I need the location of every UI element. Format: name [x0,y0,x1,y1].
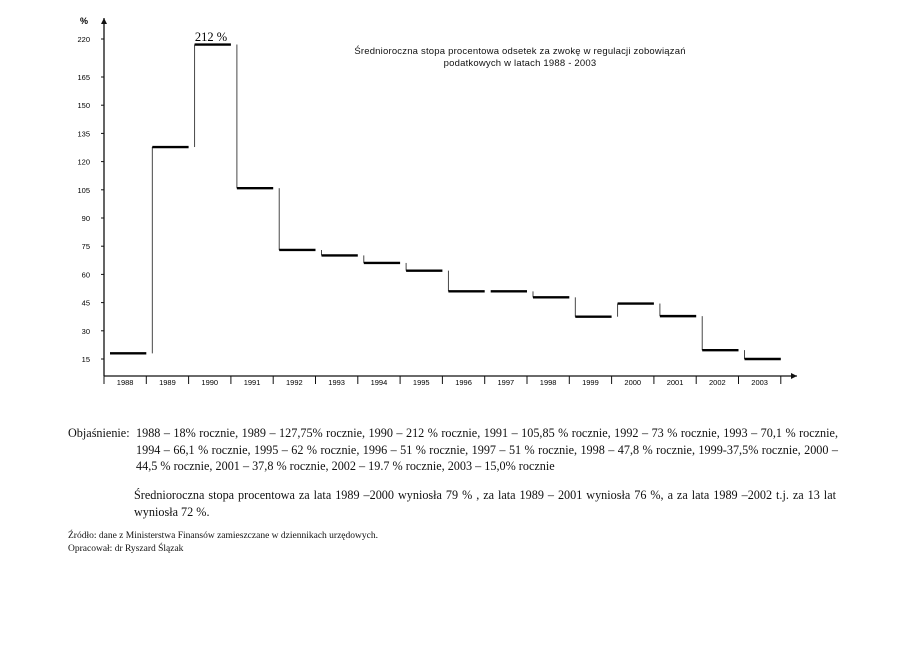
y-tick-label: 120 [77,157,90,167]
explanation [68,425,838,475]
explanation-text: 1988 – 18% rocznie, 1989 – 127,75% rocznie, 1990 – 212 % rocznie, 1991 – 105,85 % rocznie, 1992 – 73 % rocznie, 1993 – 70,1 % rocznie, 1994 – 66,1 % rocznie, 1995 – 62 % rocznie, 1996 – 51 % rocznie, 1997 – 51 % rocznie, 1998 – 47,8 % rocznie, 1999-37,5% rocznie, 2000 – 44,5 % rocznie, 2001 – 37,8 % rocznie, 2002 – 19.7 % rocznie, 2003 – 15,0% rocznie [136,426,838,473]
y-tick-label: 90 [81,214,90,223]
author-text: Opracował: dr Ryszard Ślązak [68,544,184,554]
peak-annotation: 212 % [194,30,228,44]
x-tick-label: 2003 [751,378,768,387]
y-tick-label: 30 [81,326,90,336]
y-tick-label: 105 [77,185,90,195]
x-tick-label: 1995 [412,378,430,387]
y-tick-label: 60 [81,270,90,280]
x-tick-label: 1991 [243,378,261,387]
chart-title-line-2: podatkowych w latach 1988 - 2003 [443,58,597,69]
y-tick-label: 220 [77,35,90,44]
x-tick-label: 1988 [116,378,134,387]
chart-title-line-1: Średnioroczna stopa procentowa odsetek za zwokę w regulacji zobowiązań [354,46,686,57]
y-axis-ticks [77,35,104,364]
y-tick-label: 165 [77,73,90,82]
x-axis-ticks [104,376,781,387]
x-tick-label: 1989 [159,378,176,387]
y-tick-label: 135 [77,129,90,139]
y-tick-label: 150 [77,101,90,111]
x-tick-label: 1997 [497,378,515,387]
x-tick-label: 2000 [624,378,642,387]
x-tick-label: 2001 [666,378,684,387]
summary-text: Średnioroczna stopa procentowa za lata 1989 –2000 wyniosła 79 % , za lata 1989 – 2001 wyniosła 76 %, a za lata 1989 –2002 t.j. za 13 lat wyniosła 72 %. [134,488,836,519]
x-tick-label: 1994 [370,378,388,387]
x-tick-label: 1999 [582,378,599,387]
x-tick-label: 1990 [201,378,219,387]
chart-axes [101,18,797,379]
data-steps [110,45,781,359]
source-text: Źródło: dane z Ministerstwa Finansów zamieszczane w dziennikach urzędowych. [68,531,378,541]
x-tick-label: 1993 [328,378,345,387]
x-tick-label: 2002 [709,378,726,387]
source-note [68,530,378,556]
y-tick-label: 15 [81,355,90,364]
x-tick-label: 1998 [539,378,557,387]
x-tick-label: 1996 [455,378,472,387]
explanation-label: Objaśnienie: [68,426,130,440]
y-axis-label: % [79,16,89,26]
x-tick-label: 1992 [286,378,303,387]
x-axis-arrow-icon [791,373,797,379]
y-tick-label: 75 [81,242,90,252]
y-axis-arrow-icon [101,18,107,24]
y-tick-label: 45 [81,298,90,308]
chart-title [300,46,740,70]
